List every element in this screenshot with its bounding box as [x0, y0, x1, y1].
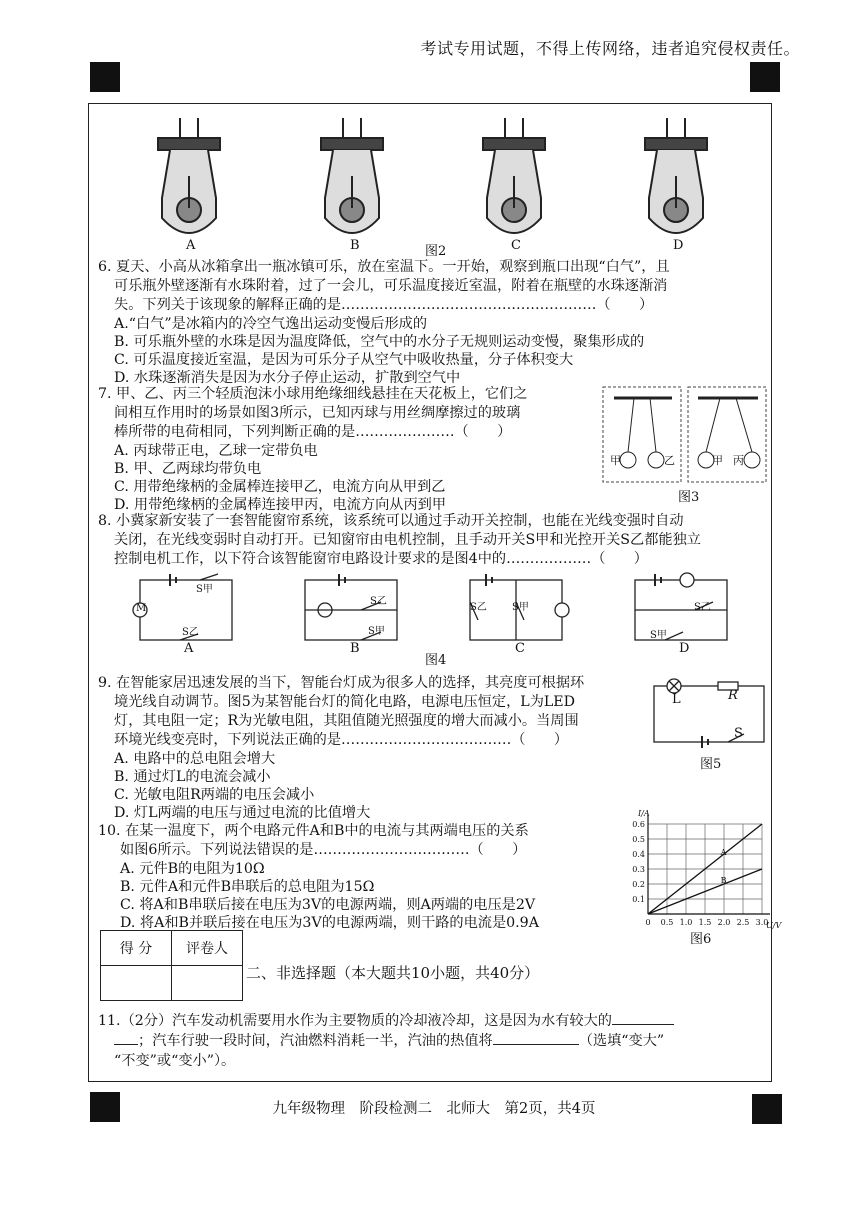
- q7-option-c: C. 用带绝缘柄的金属棒连接甲乙，电流方向从甲到乙: [114, 479, 446, 495]
- q6-option-c: C. 可乐温度接近室温，是因为可乐分子从空气中吸收热量，分子体积变大: [114, 352, 574, 368]
- x-tick-label: 1.5: [698, 918, 712, 927]
- fig4-s1-c: S甲: [512, 602, 529, 613]
- score-table: [100, 930, 243, 1001]
- y-axis-label: I/A: [638, 809, 650, 818]
- fig3-ball-jia-2: 甲: [712, 454, 723, 467]
- q6-option-d: D. 水珠逐渐消失是因为水分子停止运动，扩散到空气中: [114, 370, 461, 386]
- fig4-s1-b: S甲: [368, 626, 385, 637]
- figure-6-chart: [620, 809, 782, 937]
- q9-option-b: B. 通过灯L的电流会减小: [114, 769, 271, 785]
- q6-line-2: 可乐瓶外壁逐渐有水珠附着，过了一会儿，可乐温度接近室温，附着在瓶壁的水珠逐渐消: [114, 278, 668, 294]
- q10-option-d: D. 将A和B并联后接在电压为3V的电源两端，则干路的电流是0.9A: [120, 915, 539, 931]
- q11-part-1: 11.（2分）汽车发动机需要用水作为主要物质的冷却液冷却，这是因为水有较大的: [98, 1013, 612, 1029]
- score-cell[interactable]: [101, 966, 172, 1001]
- fig5-lamp-label: L: [672, 692, 681, 707]
- fig5-caption: 图5: [700, 757, 722, 772]
- q10-line-2: 如图6所示。下列说法错误的是……………………………（ ）: [120, 842, 527, 858]
- fig4-label-c: C: [515, 641, 525, 656]
- fig2-label-d: D: [673, 238, 684, 253]
- fig4-s1-d: S甲: [650, 630, 667, 641]
- q10-option-c: C. 将A和B串联后接在电压为3V的电源两端，则A两端的电压是2V: [120, 897, 536, 913]
- section-2-heading: 二、非选择题（本大题共10小题，共40分）: [246, 964, 540, 982]
- fig2-label-b: B: [350, 238, 360, 253]
- fig4-label-d: D: [679, 641, 690, 656]
- q7-line-3: 棒所带的电荷相同，下列判断正确的是…………………（ ）: [114, 424, 512, 440]
- engine-d: [627, 108, 727, 253]
- fig4-s2-b: S乙: [370, 596, 387, 607]
- q6-line-3: 失。下列关于该现象的解释正确的是………………………………………………（ ）: [114, 297, 654, 313]
- q11-part-2: ；汽车行驶一段时间，汽油燃料消耗一半，汽油的热值将: [138, 1033, 493, 1049]
- q9-line-4: 环境光线变亮时，下列说法正确的是………………………………（ ）: [114, 732, 569, 748]
- y-tick-label: 0.5: [632, 835, 645, 844]
- fig3-ball-jia-1: 甲: [610, 454, 621, 467]
- y-tick-label: 0.1: [632, 895, 645, 904]
- y-tick-label: 0.4: [632, 850, 645, 859]
- x-tick-label: 2.5: [736, 918, 750, 927]
- q7-option-d: D. 用带绝缘柄的金属棒连接甲丙，电流方向从丙到甲: [114, 497, 447, 513]
- exam-notice: 考试专用试题，不得上传网络，违者追究侵权责任。: [420, 39, 800, 58]
- q11-blank-2[interactable]: [493, 1044, 579, 1045]
- figure-3-balls: [602, 386, 772, 486]
- y-tick-label: 0.6: [632, 820, 645, 829]
- q8-line-2: 关闭，在光线变弱时自动打开。已知窗帘由电机控制，且手动开关S甲和光控开关S乙都能独立: [114, 532, 701, 548]
- q9-line-3: 灯，其电阻一定；R为光敏电阻，其阻值随光照强度的增大而减小。当周围: [114, 713, 579, 729]
- fig2-caption: 图2: [425, 244, 447, 259]
- q11-blank-1-cont[interactable]: [114, 1044, 138, 1045]
- fig3-caption: 图3: [678, 490, 700, 505]
- q11-part-3: （选填“变大”: [578, 1033, 665, 1049]
- q9-option-a: A. 电路中的总电阻会增大: [114, 751, 276, 767]
- fig4-motor-a: M: [136, 603, 147, 614]
- page-footer: 九年级物理 阶段检测二 北师大 第2页，共4页: [272, 1101, 596, 1117]
- q7-line-1: 7. 甲、乙、丙三个轻质泡沫小球用绝缘细线悬挂在天花板上，它们之: [98, 386, 528, 402]
- engine-diagram: [158, 118, 220, 233]
- fig2-label-c: C: [511, 238, 521, 253]
- fig3-ball-yi: 乙: [664, 454, 675, 467]
- engine-c: [465, 108, 565, 253]
- figure-5-circuit: [652, 678, 767, 748]
- corner-mark-top-left: [90, 62, 120, 92]
- q11-blank-1[interactable]: [612, 1024, 674, 1025]
- q7-line-2: 间相互作用时的场景如图3所示，已知丙球与用丝绸摩擦过的玻璃: [114, 405, 521, 421]
- q10-option-a: A. 元件B的电阻为10Ω: [120, 861, 265, 877]
- q7-option-a: A. 丙球带正电，乙球一定带负电: [114, 443, 318, 459]
- fig4-s2-c: S乙: [470, 602, 487, 613]
- fig4-label-a: A: [184, 641, 194, 656]
- x-tick-label: 1.0: [679, 918, 693, 927]
- series-label-a: A: [720, 848, 727, 858]
- fig4-s1-a: S甲: [196, 584, 213, 595]
- q6-line-1: 6. 夏天、小高从冰箱拿出一瓶冰镇可乐，放在室温下。一开始，观察到瓶口出现“白气”，且: [98, 259, 670, 275]
- x-tick-label: 0: [645, 918, 651, 927]
- series-label-b: B: [720, 876, 727, 886]
- grader-header: 评卷人: [172, 931, 243, 966]
- q6-option-a: A.“白气”是冰箱内的冷空气逸出运动变慢后形成的: [114, 316, 428, 332]
- q8-line-3: 控制电机工作，以下符合该智能窗帘电路设计要求的是图4中的………………（ ）: [114, 551, 648, 567]
- fig5-resistor-label: R: [728, 688, 738, 703]
- corner-mark-top-right: [750, 62, 780, 92]
- q9-line-1: 9. 在智能家居迅速发展的当下，智能台灯成为很多人的选择，其亮度可根据环: [98, 675, 585, 691]
- score-header: 得 分: [101, 931, 172, 966]
- q9-option-c: C. 光敏电阻R两端的电压会减小: [114, 787, 315, 803]
- fig3-ball-bing: 丙: [733, 454, 744, 467]
- q9-line-2: 境光线自动调节。图5为某智能台灯的简化电路，电源电压恒定，L为LED: [114, 694, 576, 710]
- x-tick-label: 2.0: [717, 918, 731, 927]
- fig2-label-a: A: [186, 238, 196, 253]
- fig4-s2-d: S乙: [694, 602, 711, 613]
- q6-option-b: B. 可乐瓶外壁的水珠是因为温度降低，空气中的水分子无规则运动变慢，聚集形成的: [114, 334, 645, 350]
- x-tick-label: 0.5: [660, 918, 674, 927]
- circuit-d: [635, 573, 727, 640]
- q10-line-1: 10. 在某一温度下，两个电路元件A和B中的电流与其两端电压的关系: [98, 823, 529, 839]
- q10-option-b: B. 元件A和元件B串联后的总电阻为15Ω: [120, 879, 375, 895]
- y-tick-label: 0.2: [632, 880, 645, 889]
- q9-option-d: D. 灯L两端的电压与通过电流的比值增大: [114, 805, 371, 821]
- fig4-caption: 图4: [425, 653, 447, 668]
- y-tick-label: 0.3: [632, 865, 645, 874]
- fig5-switch-label: S: [734, 726, 743, 741]
- q7-option-b: B. 甲、乙两球均带负电: [114, 461, 262, 477]
- fig4-label-b: B: [350, 641, 360, 656]
- q11-part-4: “不变”或“变小”）。: [114, 1053, 236, 1069]
- x-tick-label: 3.0: [755, 918, 769, 927]
- grader-cell[interactable]: [172, 966, 243, 1001]
- engine-b: [303, 108, 403, 253]
- fig6-caption: 图6: [690, 932, 712, 947]
- fig4-s2-a: S乙: [182, 627, 199, 638]
- q8-line-1: 8. 小冀家新安装了一套智能窗帘系统，该系统可以通过手动开关控制，也能在光线变强时自动: [98, 513, 684, 529]
- x-axis-label: U/V: [766, 921, 782, 930]
